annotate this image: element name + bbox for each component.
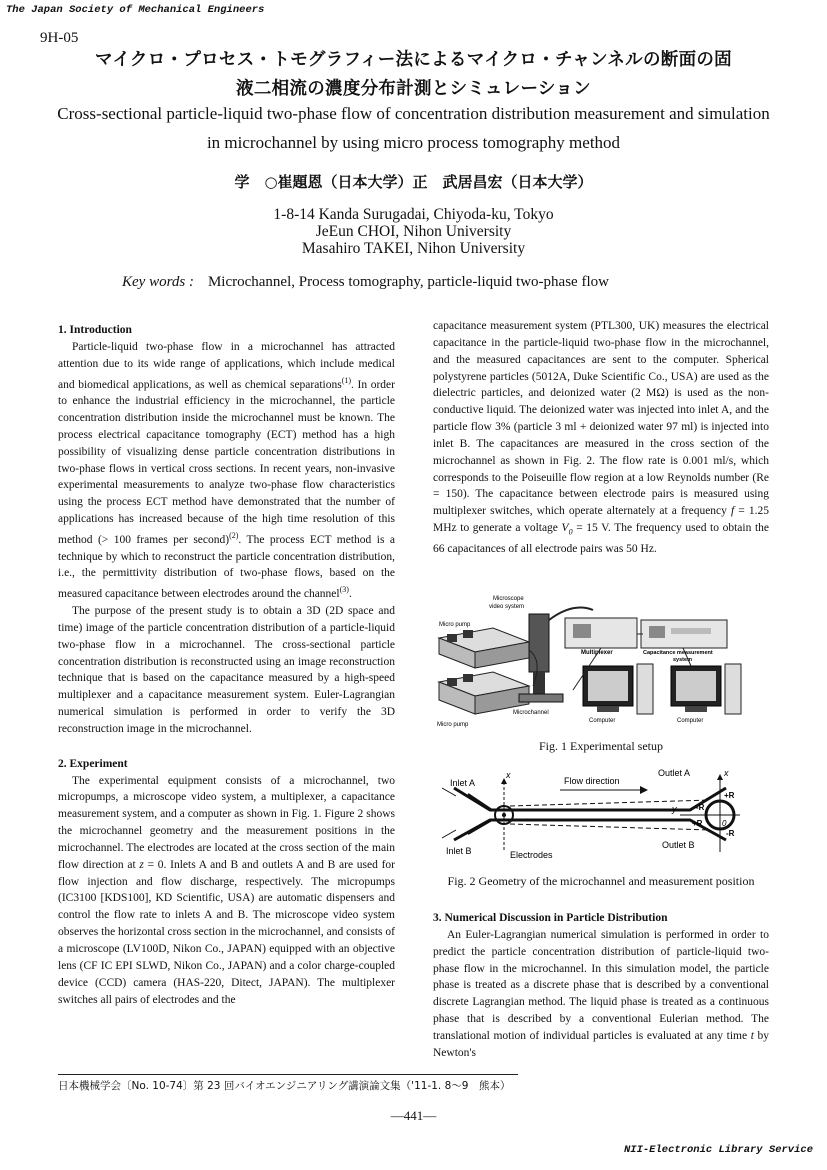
fig1-caption: Fig. 1 Experimental setup — [539, 739, 663, 753]
micropump-bottom-icon — [439, 672, 529, 714]
author-block — [0, 206, 827, 257]
experiment-paragraph-cont: capacitance measurement system (PTL300, UK) measures the electrical capacitance in the particle-liquid two-phase flow in the microchannel, and the measured capacitances are sent to the computer. Spherical polystyrene particles (5012A, Duke Scientific Co., USA) are used as the dielectric particles, and deionized water (2 MΩ) is used as the non-conductive liquid. The deionized water was injected into inlet A, and the particle flow 3% (particle 3 ml + deionized water 97 ml) is injected into inlet B. The capacitances are measured in the cross section of the microchannel as shown in Fig. 2. The flow rate is 0.001 ml/s, which corresponds to the Poiseuille flow region at a low Reynolds number (Re = 150). The capacitance between electrode pairs is measured using multiplexer switches, which operate alternately at a frequency f = 1.25 MHz to generate a voltage $V_0 = 15$ V. The frequency used to obtain the 66 capacitances of all electrode pairs was 50 Hz. — [433, 320, 770, 556]
fig2-label-x1: x — [506, 770, 511, 780]
title-jp-line1: マイクロ・プロセス・トモグラフィー法によるマイクロ・チャンネルの断面の固 — [95, 50, 732, 70]
fig2-label-flow: Flow direction — [564, 776, 620, 786]
fig1-label-video: video system — [489, 604, 525, 610]
fig1-label-microscope: Microscope — [493, 596, 524, 602]
fig1-experimental-setup — [433, 590, 769, 735]
fig1-label-computer2: Computer — [677, 718, 704, 724]
paper-code: 9H-05 — [40, 30, 79, 46]
address: 1-8-14 Kanda Surugadai, Chiyoda-ku, Tokyo — [273, 206, 554, 223]
fig2-label-minusR-bottom: -R — [726, 829, 735, 838]
fig1-label-cms1: Capacitance measurement — [643, 650, 713, 656]
fig2-label-inlet-a: Inlet A — [450, 778, 476, 788]
micropump-top-icon — [439, 628, 529, 668]
nii-footer: NII-Electronic Library Service — [623, 1144, 813, 1156]
left-column — [58, 322, 395, 1008]
numerical-paragraph: An Euler-Lagrangian numerical simulation is performed in order to predict the particle concentration distribution of particle-liquid two-phase flow in the microchannel. In this simulation model, the particle phase is treated as a discrete phase that is described by a conventional discrete Lagrangian method. The liquid phase is treated as a continuous phase that is described by a conventional Eulerian method. The translational motion of individual particles is evaluated at any time t by Newton's — [433, 928, 770, 1059]
fig2-label-minusR-left: -R — [696, 803, 705, 812]
author-1: JeEun CHOI, Nihon University — [315, 223, 512, 240]
fig2-label-outlet-a: Outlet A — [658, 768, 691, 778]
experiment-paragraph: The experimental equipment consists of a microchannel, two micropumps, a microscope video system, a multiplexer, a capacitance measurement system, and a computer as shown in Fig. 1. Figure 2 shows the microchannel geometry and the measurement positions in the microchannel. The electrodes are located at the cross section of the main flow direction at z = 0. Inlets A and B and outlets A and B are used for flow injection and flow discharge, respectively. The micropumps (IC3100 [KDS100], KD Scientific, USA) are automatic dispensers and control the flow rate to inlets A and B. The microscope video system observes the horizontal cross section in the microchannel, and consists of a microscope (LV100D, Nikon Co., JAPAN) equipped with an objective lens (CF IC EPI SLWD, Nikon Co., JAPAN) and a color charge-coupled device (CCD) camera (HAS-220, Ditect, JAPAN). The multiplexer switches all pairs of electrodes and the — [58, 774, 395, 1006]
author-2: Masahiro TAKEI, Nihon University — [301, 240, 526, 257]
footer-rule — [58, 1074, 518, 1075]
fig1-label-multiplexer: Multiplexer — [581, 650, 613, 656]
title-en-line1: Cross-sectional particle-liquid two-phase flow of concentration distribution measurement and simulation — [57, 104, 770, 123]
ref-2: (2) — [229, 530, 239, 540]
fig2-caption: Fig. 2 Geometry of the microchannel and measurement position — [447, 874, 755, 888]
capacitance-system-icon — [641, 620, 727, 648]
fig2-label-plusR-top: +R — [724, 791, 735, 800]
fig2-label-electrodes: Electrodes — [510, 850, 553, 860]
page-number: —441— — [390, 1108, 437, 1123]
fig2-label-inlet-b: Inlet B — [446, 846, 472, 856]
fig1-label-microchannel: Microchannel — [513, 710, 549, 716]
fig2-label-plusR-left: +R — [692, 819, 703, 828]
keywords-text: Microchannel, Process tomography, particle-liquid two-phase flow — [207, 274, 609, 290]
authors-jp: 学 ○崔題恩（日本大学）正 武居昌宏（日本大学） — [234, 173, 593, 191]
fig2-label-x2: x — [724, 768, 729, 778]
fig1-label-micropump-top: Micro pump — [439, 622, 471, 628]
society-header: The Japan Society of Mechanical Engineers — [6, 4, 265, 16]
fig2-label-outlet-b: Outlet B — [662, 840, 695, 850]
section-numerical-heading: 3. Numerical Discussion in Particle Distribution — [433, 912, 668, 924]
computer-1-icon — [583, 664, 653, 714]
proceedings-footer: 日本機械学会〔No. 10-74〕第 23 回バイオエンジニアリング講演論文集（'11-1. 8～9 熊本） — [58, 1080, 511, 1092]
keywords — [122, 274, 609, 291]
ref-1: (1) — [341, 375, 352, 385]
intro-paragraph-1: Particle-liquid two-phase flow in a microchannel has attracted attention due to its wide range of applications, which include medical and biomedical applications, as well as chemical separations$^{(1)}$. In order to enhance the industrial efficiency in the microchannel, the particle concentration distribution inside the microchannel must be known. The process electrical capacitance tomography (ECT) method has a high possibility of visualizing dense particle concentration distributions in two-phase flows in vertical cross sections. In recent years, non-invasive experimental measurements to analyze two-phase flow characteristics using the process ECT method have demonstrated that the number of applications has increased because of the high time resolution of this method (> 100 frames per second)$^{(2)}$. The process ECT method is a technique by which to reconstruct the particle concentration distribution, i.e., the permittivity distribution of two-phase flows, based on the measured capacitance between electrodes around the channel$^{(3)}$. — [58, 340, 395, 601]
fig1-label-micropump-bottom: Micro pump — [437, 722, 469, 728]
fig1-label-cms2: system — [673, 657, 692, 663]
fig2-label-y: y — [672, 804, 677, 814]
fig1-label-computer1: Computer — [589, 718, 616, 724]
keywords-label: Key words : — [122, 274, 194, 290]
section-experiment-heading: 2. Experiment — [58, 757, 128, 770]
title-jp-line2: 液二相流の濃度分布計測とシミュレーション — [236, 79, 591, 99]
intro-paragraph-2: The purpose of the present study is to obtain a 3D (2D space and time) image of the particle concentration distribution of a particle-liquid two-phase flow in a microchannel. The cross-sectional particle concentration distribution is reconstructed using an image reconstruction technique that is based on the capacitance measured by a high-speed multiplexer and a capacitance measurement system. Euler-Lagrangian numerical simulation is performed in order to verify the 3D reconstruction image in the microchannel. — [58, 604, 395, 735]
section-introduction-heading: 1. Introduction — [58, 324, 132, 336]
computer-2-icon — [671, 664, 741, 714]
multiplexer-icon — [565, 618, 637, 648]
right-column-bottom — [433, 910, 769, 1062]
fig2-channel-geometry — [440, 764, 770, 864]
right-column-top — [433, 318, 769, 558]
fig2-label-origin: 0 — [722, 819, 727, 828]
ref-3: (3) — [339, 585, 349, 595]
title-en-line2: in microchannel by using micro process tomography method — [206, 133, 621, 152]
